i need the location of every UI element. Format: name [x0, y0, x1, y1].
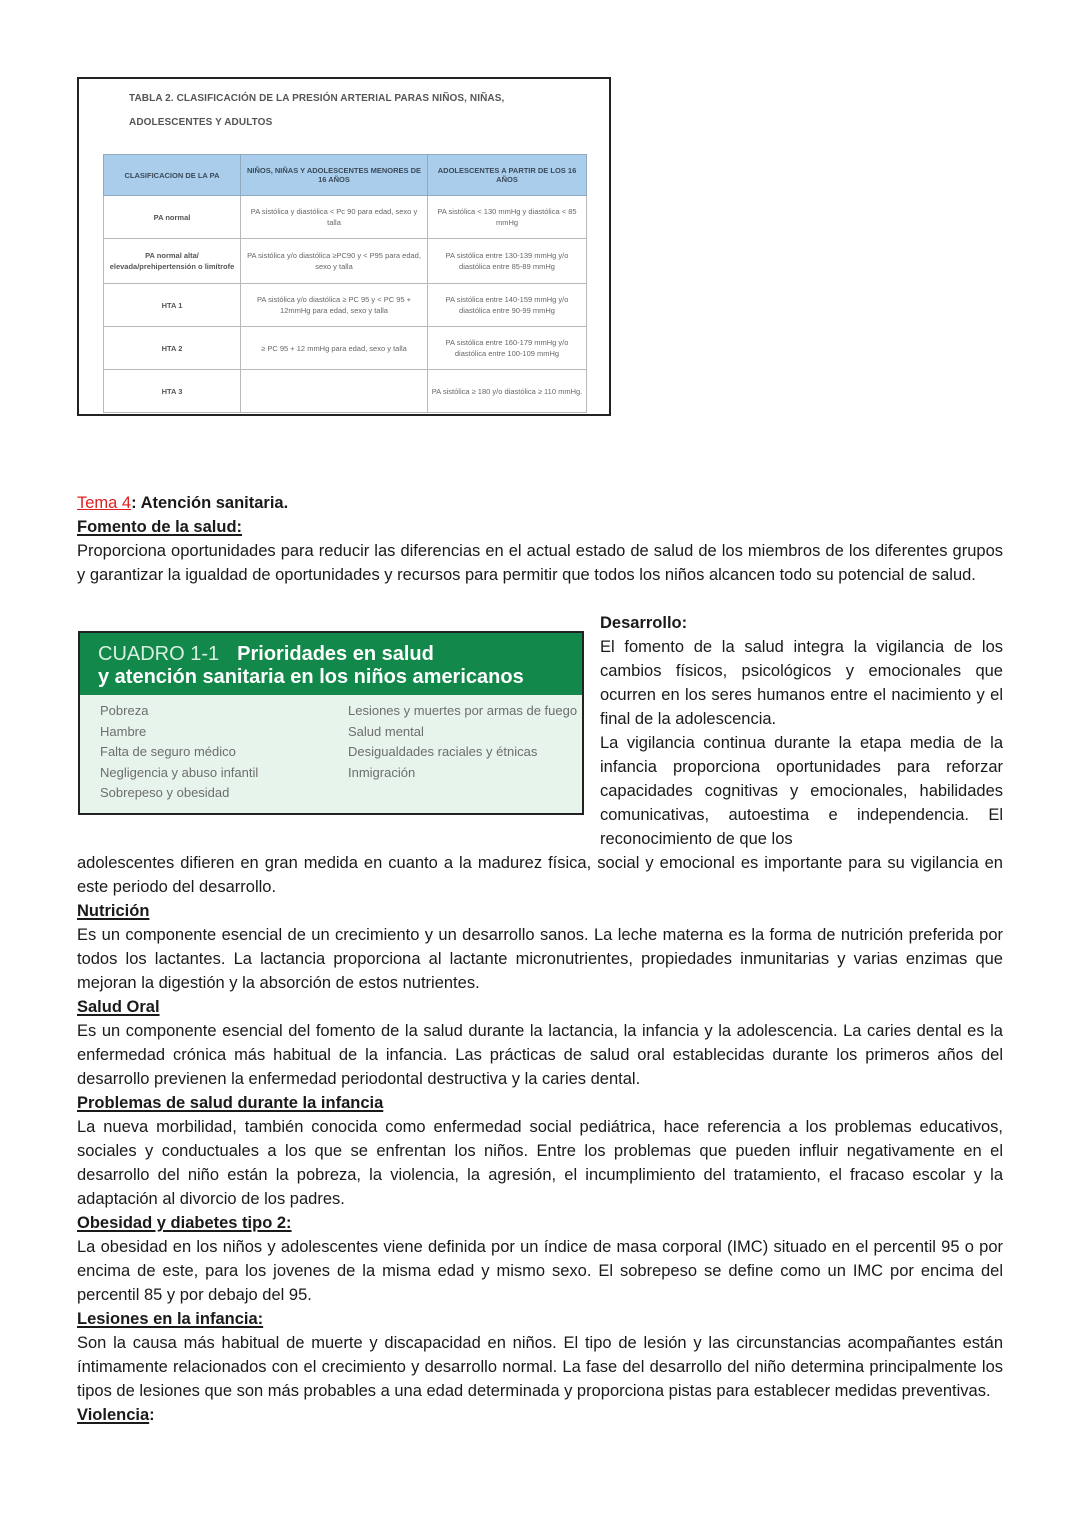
table-title — [129, 87, 599, 135]
desarrollo-paragraph-2: La vigilancia continua durante la etapa media de la infancia proporciona oportunidades para reforzar capacidades cognitivas y emocionales, habilidades comunicativas, autoestima e independencia. El reconocimiento de que los — [600, 734, 1003, 848]
list-item: Hambre — [100, 723, 147, 739]
cell-under-16: ≥ PC 95 + 12 mmHg para edad, sexo y talla — [241, 327, 428, 370]
section-text-lesiones: Son la causa más habitual de muerte y discapacidad en niños. El tipo de lesión y las circunstancias acompañantes están íntimamente relacionados con el crecimiento y desarrollo normal. La fase del desarrollo del niño determina principalmente los tipos de lesiones que son más probables a una edad determinada y proporciona pistas para establecer medidas preventivas. — [77, 1334, 1003, 1400]
section-text-obesidad: La obesidad en los niños y adolescentes viene definida por un índice de masa corporal (IMC) situado en el percentil 95 o por encima de este, para los jovenes de la misma edad y mismo sexo. El sobrepeso se define como un IMC por encima del percentil 85 y por debajo del 95. — [77, 1238, 1003, 1304]
blood-pressure-table — [103, 154, 587, 413]
table-header-row — [104, 155, 587, 196]
heading-colon: : — [149, 1406, 155, 1424]
cell-classification: PA normal — [104, 196, 241, 239]
section-text-nutricion: Es un componente esencial de un crecimiento y un desarrollo sanos. La leche materna es la forma de nutrición preferida por todos los lactantes. La lactancia proporciona al lactante micronutrientes, propiedades inmunitarias y varias enzimas que mejoran la digestión y la absorción de estos nutrientes. — [77, 926, 1003, 992]
box-header — [80, 633, 582, 695]
list-item: Negligencia y abuso infantil — [100, 764, 259, 780]
table-row — [104, 239, 587, 284]
section-heading-nutricion: Nutrición — [77, 902, 150, 920]
header-16-plus: ADOLESCENTES A PARTIR DE LOS 16 AÑOS — [428, 155, 587, 196]
cell-classification: PA normal alta/ elevada/prehipertensión o limítrofe — [104, 239, 241, 284]
list-item: Pobreza — [100, 703, 149, 718]
cell-16-plus: PA sistólica < 130 mmHg y diastólica < 85 mmHg — [428, 196, 587, 239]
list-item: Sobrepeso y obesidad — [100, 785, 230, 800]
list-item: Lesiones y muertes por armas de fuego — [348, 703, 578, 718]
topic-label: Tema 4 — [77, 494, 132, 512]
section-heading-fomento: Fomento de la salud: — [77, 518, 243, 536]
table-row — [104, 370, 587, 413]
desarrollo-block — [600, 611, 1003, 851]
cell-classification: HTA 1 — [104, 284, 241, 327]
section-heading-lesiones: Lesiones en la infancia: — [77, 1310, 264, 1328]
list-item: Salud mental — [348, 723, 424, 739]
box-body — [80, 695, 582, 800]
table-title-line-2: ADOLESCENTES Y ADULTOS — [129, 117, 273, 128]
main-text-block — [77, 851, 1003, 1427]
section-heading-violencia: Violencia — [77, 1406, 150, 1424]
box-title-line-2: y atención sanitaria en los niños americanos — [98, 666, 524, 688]
box-right-column — [348, 701, 577, 783]
section-text-fomento: Proporciona oportunidades para reducir las diferencias en el actual estado de salud de los miembros de los diferentes grupos y garantizar la igualdad de oportunidades y recursos para permitir que todos los niños alcancen todo su potencial de salud. — [77, 542, 1003, 584]
blood-pressure-table-image — [77, 77, 611, 416]
table-row — [104, 196, 587, 239]
desarrollo-paragraph-1: El fomento de la salud integra la vigilancia de los cambios físicos, psicológicos y emocionales que ocurren en los seres humanos entre el nacimiento y el final de la adolescencia. — [600, 638, 1003, 728]
cell-classification: HTA 3 — [104, 370, 241, 413]
cell-under-16: PA sistólica y/o diastólica ≥ PC 95 y < PC 95 + 12mmHg para edad, sexo y talla — [241, 284, 428, 327]
section-heading-desarrollo: Desarrollo: — [600, 614, 688, 632]
box-left-column — [100, 701, 258, 804]
cell-16-plus: PA sistólica entre 130-139 mmHg y/o diastólica entre 85-89 mmHg — [428, 239, 587, 284]
list-item: Inmigración — [348, 764, 416, 780]
section-heading-salud-oral: Salud Oral — [77, 998, 160, 1016]
topic-name: : Atención sanitaria. — [131, 494, 289, 512]
list-item: Desigualdades raciales y étnicas — [348, 744, 538, 759]
section-text-problemas: La nueva morbilidad, también conocida como enfermedad social pediátrica, hace referencia a los problemas educativos, sociales y conductuales a los que se enfrentan los niños. Entre los problemas que pueden influir negativamente en el desarrollo del niño están la pobreza, la violencia, la agresión, el incumplimiento del tratamiento, el fracaso escolar y la adaptación al divorcio de los padres. — [77, 1118, 1003, 1208]
cell-under-16 — [241, 370, 428, 413]
cell-under-16: PA sistólica y/o diastólica ≥PC90 y < P95 para edad, sexo y talla — [241, 239, 428, 284]
header-under-16: NIÑOS, NIÑAS Y ADOLESCENTES MENORES DE 16 AÑOS — [241, 155, 428, 196]
cell-16-plus: PA sistólica ≥ 180 y/o diastólica ≥ 110 mmHg. — [428, 370, 587, 413]
section-text-salud-oral: Es un componente esencial del fomento de la salud durante la lactancia, la infancia y la adolescencia. La caries dental es la enfermedad crónica más habitual de la infancia. Las prácticas de salud oral establecidas durante los primeros años del desarrollo previenen la enfermedad periodontal destructiva y la caries dental. — [77, 1022, 1003, 1088]
list-item: Falta de seguro médico — [100, 744, 236, 759]
intro-block — [77, 491, 1003, 587]
section-heading-obesidad: Obesidad y diabetes tipo 2: — [77, 1214, 292, 1232]
section-heading-problemas: Problemas de salud durante la infancia — [77, 1094, 384, 1112]
table-row — [104, 284, 587, 327]
cell-under-16: PA sistólica y diastólica < Pc 90 para edad, sexo y talla — [241, 196, 428, 239]
header-classification: CLASIFICACION DE LA PA — [104, 155, 241, 196]
box-number: CUADRO 1-1 — [98, 643, 220, 665]
cell-classification: HTA 2 — [104, 327, 241, 370]
table-row — [104, 327, 587, 370]
health-priorities-box-image — [78, 631, 584, 815]
desarrollo-paragraph-2-continued: adolescentes difieren en gran medida en cuanto a la madurez física, social y emocional es importante para su vigilancia en este periodo del desarrollo. — [77, 854, 1003, 896]
box-title-line-1: Prioridades en salud — [237, 643, 434, 665]
cell-16-plus: PA sistólica entre 140-159 mmHg y/o diastólica entre 90-99 mmHg — [428, 284, 587, 327]
cell-16-plus: PA sistólica entre 160-179 mmHg y/o diastólica entre 100-109 mmHg — [428, 327, 587, 370]
table-title-line-1: TABLA 2. CLASIFICACIÓN DE LA PRESIÓN ARTERIAL PARAS NIÑOS, NIÑAS, — [129, 93, 505, 104]
topic-title — [77, 491, 1003, 515]
